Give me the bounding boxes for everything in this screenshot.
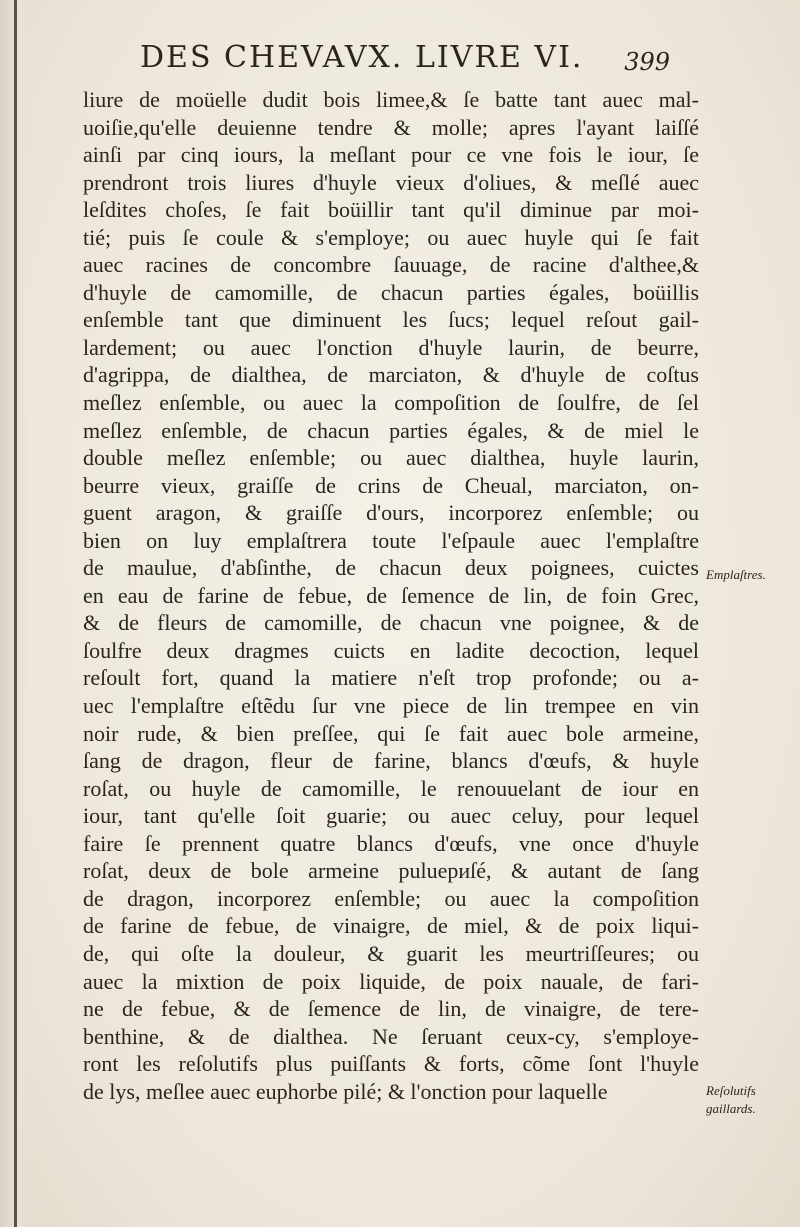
text-line: iour, tant qu'elle ſoit guarie; ou auec celuy, pour lequel [83, 803, 699, 829]
text-line: uec l'emplaſtre eſtẽdu ſur vne piece de lin trempee en vin [83, 693, 699, 719]
text-line: d'agrippa, de dialthea, de marciaton, & d'huyle de coſtus [83, 362, 699, 388]
text-line: tié; puis ſe coule & s'employe; ou auec huyle qui ſe fait [83, 224, 699, 250]
text-line: noir rude, & bien preſſee, qui ſe fait auec bole armeine, [83, 720, 699, 746]
running-header [140, 40, 670, 84]
margin-note-gaillards: gaillards. [706, 1101, 756, 1116]
text-line: en eau de farine de febue, de ſemence de lin, de foin Grec, [83, 582, 699, 608]
body-text [83, 86, 699, 1105]
text-line: de lys, meſlee auec euphorbe pilé; & l'onction pour laquelle [83, 1078, 608, 1104]
running-title: DES CHEVAVX. LIVRE VI. [140, 40, 584, 75]
text-line: ront les reſolutifs plus puiſſants & forts, cõme ſont l'huyle [83, 1051, 699, 1077]
text-line: de farine de febue, de vinaigre, de miel, & de poix liqui- [83, 913, 699, 939]
text-line: faire ſe prennent quatre blancs d'œufs, vne once d'huyle [83, 830, 699, 856]
text-line: enſemble tant que diminuent les ſucs; lequel reſout gail- [83, 307, 699, 333]
page-edge-line [14, 0, 17, 1227]
text-line: ſang de dragon, fleur de farine, blancs d'œufs, & huyle [83, 748, 699, 774]
text-line: d'huyle de camomille, de chacun parties égales, boüillis [83, 279, 699, 305]
text-line: reſoult fort, quand la matiere n'eſt trop profonde; ou a- [83, 665, 699, 691]
text-line: beurre vieux, graiſſe de crins de Cheual, marciaton, on- [83, 472, 699, 498]
text-line: ſoulfre deux dragmes cuicts en ladite decoction, lequel [83, 637, 699, 663]
text-line: liure de moüelle dudit bois limee,& ſe batte tant auec mal- [83, 87, 699, 112]
text-line: uoiſie,qu'elle deuienne tendre & molle; apres l'ayant laiſſé [83, 114, 699, 140]
text-line: meſlez enſemble, de chacun parties égales, & de miel le [83, 417, 699, 443]
text-line: de, qui oſte la douleur, & guarit les meurtriſſeures; ou [83, 940, 699, 966]
page-number: 399 [624, 48, 670, 76]
text-line: ne de febue, & de ſemence de lin, de vinaigre, de tere- [83, 996, 699, 1022]
text-line: ainſi par cinq iours, la meſlant pour ce vne fois le iour, ſe [83, 142, 699, 168]
text-line: roſat, ou huyle de camomille, le renouuelant de iour en [83, 775, 699, 801]
text-line: de maulue, d'abſinthe, de chacun deux poignees, cuictes [83, 555, 699, 581]
text-line: auec la mixtion de poix liquide, de poix nauale, de fari- [83, 968, 699, 994]
margin-note-emplastres: Emplaſtres. [706, 567, 766, 582]
margin-note-resolutifs: Reſolutifs [706, 1083, 756, 1098]
text-line: guent aragon, & graiſſe d'ours, incorporez enſemble; ou [83, 500, 699, 526]
text-line: double meſlez enſemble; ou auec dialthea, huyle laurin, [83, 445, 699, 471]
text-line: roſat, deux de bole armeine puluериſé, & autant de ſang [83, 858, 699, 884]
text-line: benthine, & de dialthea. Ne ſeruant ceux-cy, s'employe- [83, 1023, 699, 1049]
text-line: bien on luy emplaſtrera toute l'eſpaule auec l'emplaſtre [83, 527, 699, 553]
text-line: meſlez enſemble, ou auec la compoſition de ſoulfre, de ſel [83, 390, 699, 416]
text-line: & de fleurs de camomille, de chacun vne poignee, & de [83, 610, 699, 636]
text-line: lardement; ou auec l'onction d'huyle laurin, de beurre, [83, 334, 699, 360]
text-line: prendront trois liures d'huyle vieux d'oliues, & meſlé auec [83, 169, 699, 195]
text-line: auec racines de concombre ſauuage, de racine d'althee,& [83, 252, 699, 278]
text-line: leſdites choſes, ſe fait boüillir tant qu'il diminue par moi- [83, 197, 699, 223]
text-line: de dragon, incorporez enſemble; ou auec la compoſition [83, 885, 699, 911]
